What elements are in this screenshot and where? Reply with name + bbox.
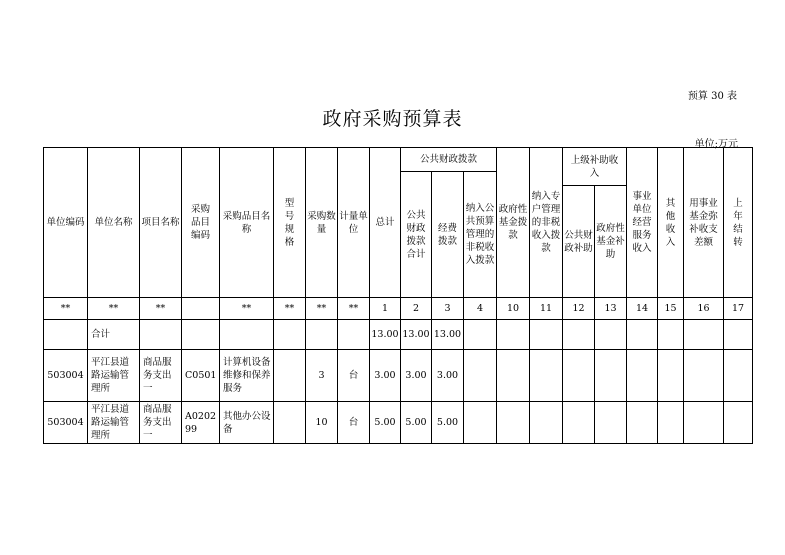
- index-cell: **: [220, 298, 274, 320]
- header-non-tax-budget: 纳入公共预算管理的非税收入拨款: [464, 172, 497, 298]
- header-total: 总计: [370, 148, 401, 298]
- index-cell: **: [88, 298, 140, 320]
- row-measure-unit: 台: [338, 350, 370, 402]
- row-total: 5.00: [370, 402, 401, 444]
- table-row: [44, 402, 753, 444]
- header-funding-allocation: 经费拨款: [432, 172, 464, 298]
- form-number: 预算 30 表: [687, 91, 737, 102]
- index-cell: **: [306, 298, 338, 320]
- header-measure-unit: 计量单位: [338, 148, 370, 298]
- row-unit-name: 平江县道路运输管理所: [88, 402, 140, 444]
- procurement-budget-table: [43, 147, 753, 444]
- total-row: [44, 320, 753, 350]
- row-model-spec: [274, 402, 306, 444]
- row-funding-allocation: 3.00: [432, 350, 464, 402]
- index-cell: 2: [401, 298, 432, 320]
- index-cell: 17: [724, 298, 753, 320]
- index-row: [44, 298, 753, 320]
- header-model-spec: 型号规格: [274, 148, 306, 298]
- row-catalog-code: C0501: [182, 350, 220, 402]
- header-fund-offset: 用事业基金弥补收支差额: [684, 148, 724, 298]
- header-business-income: 事业单位经营服务收入: [627, 148, 658, 298]
- row-public-finance: 3.00: [401, 350, 432, 402]
- row-total: 3.00: [370, 350, 401, 402]
- index-cell: 13: [595, 298, 627, 320]
- total-label: 合计: [88, 320, 140, 350]
- index-cell: **: [44, 298, 88, 320]
- row-catalog-code: A020299: [182, 402, 220, 444]
- header-superior-subsidy-group: 上级补助收入: [563, 148, 627, 186]
- header-other-income: 其他收入: [658, 148, 684, 298]
- header-quantity: 采购数量: [306, 148, 338, 298]
- index-cell: **: [140, 298, 182, 320]
- index-cell: 11: [530, 298, 563, 320]
- header-public-finance-subsidy: 公共财政补助: [563, 186, 595, 298]
- header-public-finance-total: 公共财政拨款合计: [401, 172, 432, 298]
- total-funding-allocation: 13.00: [432, 320, 464, 350]
- header-gov-fund-subsidy: 政府性基金补助: [595, 186, 627, 298]
- row-model-spec: [274, 350, 306, 402]
- index-cell: 3: [432, 298, 464, 320]
- row-funding-allocation: 5.00: [432, 402, 464, 444]
- index-cell: **: [274, 298, 306, 320]
- header-catalog-name: 采购品目名称: [220, 148, 274, 298]
- row-item-name: 商品服务支出一: [140, 350, 182, 402]
- row-quantity: 3: [306, 350, 338, 402]
- page-title: 政府采购预算表: [322, 108, 463, 130]
- total-public-finance: 13.00: [401, 320, 432, 350]
- header-public-finance-group: 公共财政拨款: [401, 148, 497, 172]
- header-unit-name: 单位名称: [88, 148, 140, 298]
- index-cell: 4: [464, 298, 497, 320]
- row-item-name: 商品服务支出一: [140, 402, 182, 444]
- index-cell: [182, 298, 220, 320]
- row-quantity: 10: [306, 402, 338, 444]
- index-cell: **: [338, 298, 370, 320]
- row-catalog-name: 其他办公设备: [220, 402, 274, 444]
- row-unit-name: 平江县道路运输管理所: [88, 350, 140, 402]
- index-cell: 10: [497, 298, 530, 320]
- index-cell: 16: [684, 298, 724, 320]
- row-measure-unit: 台: [338, 402, 370, 444]
- index-cell: 15: [658, 298, 684, 320]
- header-gov-fund: 政府性基金拨款: [497, 148, 530, 298]
- row-unit-code: 503004: [44, 402, 88, 444]
- index-cell: 14: [627, 298, 658, 320]
- header-special-non-tax: 纳入专户管理的非税收入拨款: [530, 148, 563, 298]
- table-row: [44, 350, 753, 402]
- index-cell: 12: [563, 298, 595, 320]
- header-item-name: 项目名称: [140, 148, 182, 298]
- index-cell: 1: [370, 298, 401, 320]
- unit-label: 单位;万元: [694, 139, 738, 150]
- row-public-finance: 5.00: [401, 402, 432, 444]
- header-unit-code: 单位编码: [44, 148, 88, 298]
- row-unit-code: 503004: [44, 350, 88, 402]
- header-carryover: 上年结转: [724, 148, 753, 298]
- total-sum: 13.00: [370, 320, 401, 350]
- row-catalog-name: 计算机设备维修和保养服务: [220, 350, 274, 402]
- header-catalog-code: 采购品目编码: [182, 148, 220, 298]
